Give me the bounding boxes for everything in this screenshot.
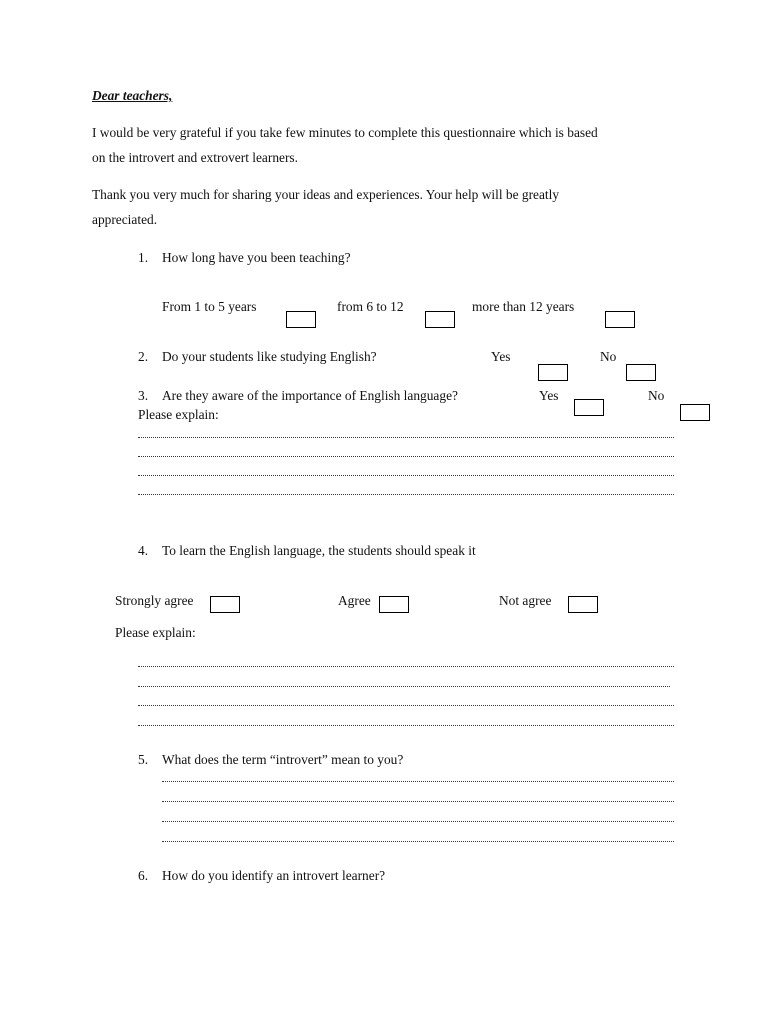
q4-option-2-checkbox[interactable]: [379, 596, 409, 613]
q2-text: Do your students like studying English?: [162, 349, 377, 364]
q1-number: 1.: [138, 250, 149, 265]
q5-answer-line-4[interactable]: [162, 841, 674, 842]
q3-number: 3.: [138, 388, 149, 403]
q3-no-checkbox[interactable]: [680, 404, 710, 421]
q4-option-1-label: Strongly agree: [115, 593, 194, 608]
q4-option-3-checkbox[interactable]: [568, 596, 598, 613]
q1-option-1-label: From 1 to 5 years: [162, 299, 257, 314]
q5-text: What does the term “introvert” mean to you?: [162, 752, 404, 767]
q3-explain-label: Please explain:: [138, 407, 219, 422]
q3-yes-checkbox[interactable]: [574, 399, 604, 416]
q5-answer-line-3[interactable]: [162, 821, 674, 822]
q1-option-3-label: more than 12 years: [472, 299, 575, 314]
q4-option-3-label: Not agree: [499, 593, 552, 608]
q4-answer-line-4[interactable]: [138, 725, 674, 726]
q4-answer-line-3[interactable]: [138, 705, 674, 706]
q5-answer-line-2[interactable]: [162, 801, 674, 802]
q4-option-2-label: Agree: [338, 593, 371, 608]
q2-number: 2.: [138, 349, 149, 364]
q4-number: 4.: [138, 543, 149, 558]
q3-answer-line-2[interactable]: [138, 456, 674, 457]
q1-option-1-checkbox[interactable]: [286, 311, 316, 328]
intro-line-1: I would be very grateful if you take few minutes to complete this questionnaire which is based: [92, 125, 598, 140]
q4-explain-label: Please explain:: [115, 625, 196, 640]
q3-yes-label: Yes: [539, 388, 559, 403]
intro-line-2: on the introvert and extrovert learners.: [92, 150, 298, 165]
q1-option-3-checkbox[interactable]: [605, 311, 635, 328]
q3-answer-line-3[interactable]: [138, 475, 674, 476]
q2-no-label: No: [600, 349, 617, 364]
salutation: Dear teachers,: [92, 88, 173, 103]
q3-answer-line-4[interactable]: [138, 494, 674, 495]
q3-text: Are they aware of the importance of English language?: [162, 388, 458, 403]
q4-text: To learn the English language, the students should speak it: [162, 543, 476, 558]
q2-yes-checkbox[interactable]: [538, 364, 568, 381]
q4-answer-line-2[interactable]: [138, 686, 670, 687]
q3-no-label: No: [648, 388, 665, 403]
q1-option-2-label: from 6 to 12: [337, 299, 404, 314]
q2-no-checkbox[interactable]: [626, 364, 656, 381]
q2-yes-label: Yes: [491, 349, 511, 364]
q4-option-1-checkbox[interactable]: [210, 596, 240, 613]
q1-option-2-checkbox[interactable]: [425, 311, 455, 328]
q5-number: 5.: [138, 752, 149, 767]
intro-line-4: appreciated.: [92, 212, 158, 227]
q6-text: How do you identify an introvert learner?: [162, 868, 386, 883]
q3-answer-line-1[interactable]: [138, 437, 674, 438]
intro-line-3: Thank you very much for sharing your ideas and experiences. Your help will be greatly: [92, 187, 560, 202]
q1-text: How long have you been teaching?: [162, 250, 351, 265]
q6-number: 6.: [138, 868, 149, 883]
q5-answer-line-1[interactable]: [162, 781, 674, 782]
q4-answer-line-1[interactable]: [138, 666, 674, 667]
